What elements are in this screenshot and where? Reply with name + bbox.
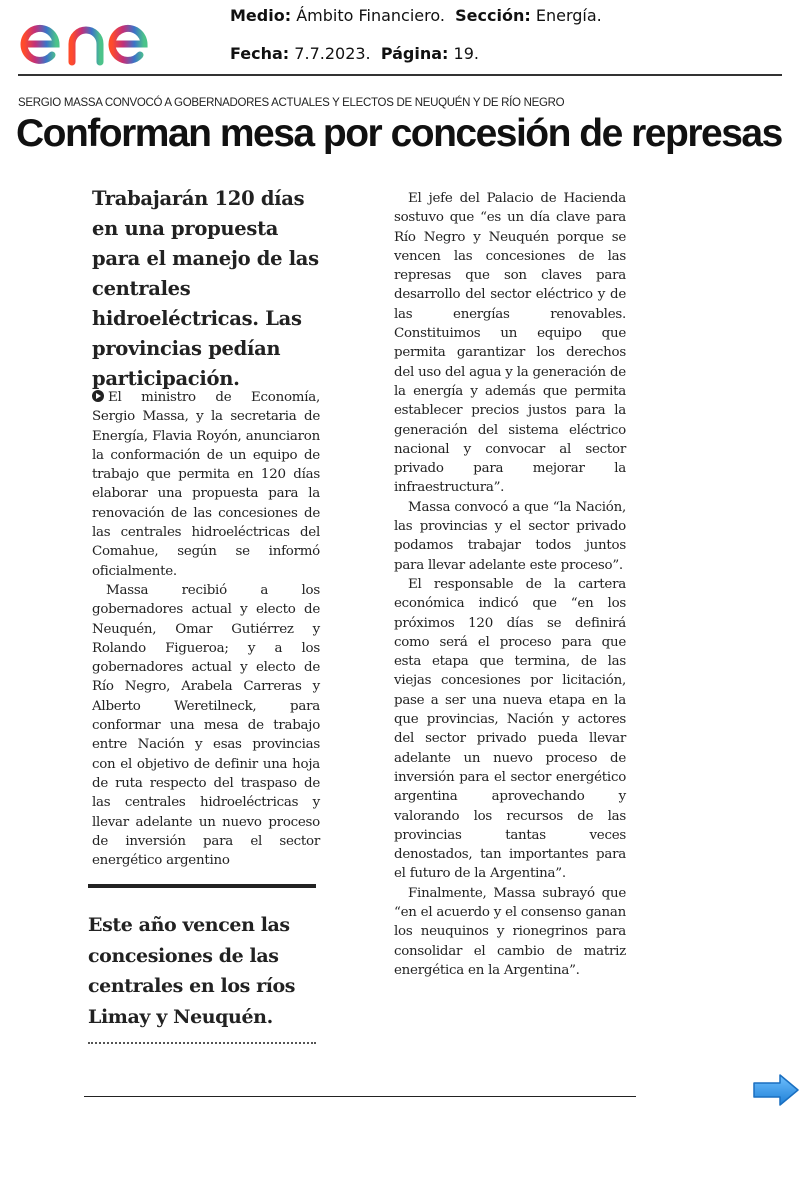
right-paragraph: El jefe del Palacio de Hacienda sostuvo que “es un día clave para Río Negro y Neuquén porque se vencen las concesiones de las represas que son claves para desarrollo del sector eléctrico y de las energías renovables. Constituimos un equipo que permita garantizar los derechos del uso del agua y la generación de la energía y además que permita establecer precios justos para la generación del sistema eléctrico nacional y convocar al sector privado para mejorar la infraestructura”.: [394, 191, 626, 496]
fecha-value: 7.7.2023.: [294, 44, 371, 63]
header-divider: [18, 74, 782, 76]
right-paragraph: El responsable de la cartera económica indicó que “en los próximos 120 días se definirá como será el proceso para que esta etapa que termina, de las viejas concesiones por licitación, pase a ser una nueva etapa en la que provincias, Nación y actores del sector privado pueda llevar adelante un nuevo proceso de inversión para el sector energético argentina aprovechando y valorando los recursos de las provincias tantas veces denostados, tan importantes para el futuro de la Argentina”.: [394, 576, 626, 882]
pullquote-dotted-divider: [88, 1042, 316, 1044]
right-paragraph: Massa convocó a que “la Nación, las provincias y el sector privado podamos trabajar todos juntos para llevar adelante este proceso”.: [394, 499, 626, 573]
right-paragraph: Finalmente, Massa subrayó que “en el acuerdo y el consenso ganan los neuquinos y rionegrinos para consolidar el cambio de matriz energética en la Argentina”.: [394, 885, 626, 978]
medio-value: Ámbito Financiero.: [296, 6, 445, 25]
arrow-right-icon[interactable]: [752, 1072, 800, 1108]
pagina-label: Página:: [380, 44, 449, 63]
medio-label: Medio:: [230, 6, 292, 25]
left-paragraph-text: El ministro de Economía, Sergio Massa, y la secretaria de Energía, Flavia Royón, anunciaron la conformación de un equipo de trabajo que permita en 120 días elaborar una propuesta para la renovación de las concesiones de las centrales hidroeléctricas del Comahue, según se informó oficialmente.: [92, 390, 320, 579]
meta-line-fecha: [230, 44, 479, 63]
left-paragraph: [92, 388, 320, 581]
article-headline: Conforman mesa por concesión de represas: [16, 112, 782, 155]
left-paragraph: Massa recibió a los gobernadores actual y electo de Neuquén, Omar Gutiérrez y Rolando Figueroa; y a los gobernadores actual y electo de Río Negro, Arabela Carreras y Alberto Weretilneck, para conformar una mesa de trabajo entre Nación y esas provincias con el objetivo de definir una hoja de ruta respecto del traspaso de las centrales hidroeléctricas y llevar adelante un nuevo proceso de inversión para el sector energético argentino: [92, 582, 320, 869]
pullquote-rule: [88, 884, 316, 888]
meta-line-medio: [230, 6, 602, 25]
article-pullquote: Este año vencen las concesiones de las centrales en los ríos Limay y Neuquén.: [88, 914, 296, 1028]
article-kicker: SERGIO MASSA CONVOCÓ A GOBERNADORES ACTUALES Y ELECTOS DE NEUQUÉN Y DE RÍO NEGRO: [18, 97, 565, 109]
article-lead: Trabajarán 120 días en una propuesta para el manejo de las centrales hidroeléctricas. Las provincias pedían participación.: [92, 187, 319, 390]
seccion-label: Sección:: [455, 6, 531, 25]
pagina-value: 19.: [453, 44, 479, 63]
footer-divider: [84, 1096, 636, 1097]
article-left-column: [92, 388, 320, 870]
fecha-label: Fecha:: [230, 44, 290, 63]
seccion-value: Energía.: [535, 6, 602, 25]
article-right-column: [394, 189, 626, 980]
play-bullet-icon: [92, 390, 104, 402]
enel-logo: [16, 4, 184, 70]
